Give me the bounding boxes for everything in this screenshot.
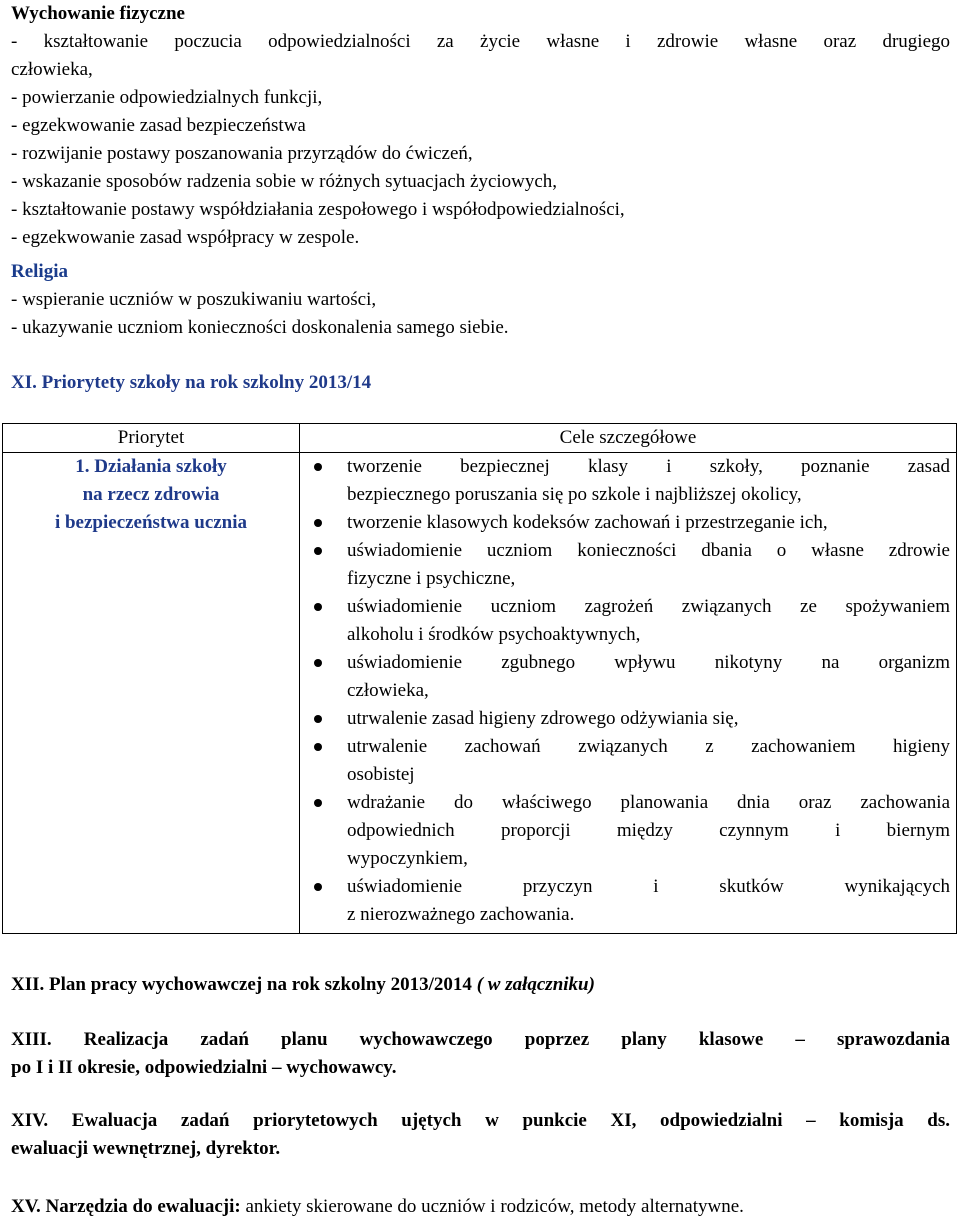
goal-line: z nierozważnego zachowania. <box>347 904 575 925</box>
section-xv <box>11 1193 950 1221</box>
goal-line: tworzenie klasowych kodeksów zachowań i przestrzeganie ich, <box>347 512 828 533</box>
priority-cell <box>3 453 300 934</box>
goal-line: człowieka, <box>347 680 429 701</box>
pe-line: - kształtowanie poczucia odpowiedzialności za życie własne i zdrowie własne oraz drugiego <box>11 31 950 52</box>
priority-line: na rzecz zdrowia <box>82 484 220 505</box>
header-goals: Cele szczegółowe <box>300 424 957 453</box>
religion-line: - ukazywanie uczniom konieczności doskonalenia samego siebie. <box>11 317 509 338</box>
section-xiv <box>11 1107 950 1163</box>
pe-line: - kształtowanie postawy współdziałania zespołowego i współodpowiedzialności, <box>11 199 625 220</box>
section-xii-title: XII. Plan pracy wychowawczej na rok szkolny 2013/2014 <box>11 974 477 995</box>
pe-line: - rozwijanie postawy poszanowania przyrządów do ćwiczeń, <box>11 143 473 164</box>
pe-line: - egzekwowanie zasad współpracy w zespole. <box>11 227 360 248</box>
header-priority: Priorytet <box>3 424 300 453</box>
goal-item <box>300 705 956 733</box>
bullet-icon <box>314 463 322 471</box>
bullet-icon <box>314 519 322 527</box>
goal-text <box>347 733 950 789</box>
goal-line: uświadomienie uczniom zagrożeń związanych ze spożywaniem <box>347 596 950 617</box>
section-xiii-line-1: XIII. Realizacja zadań planu wychowawczego poprzez plany klasowe – sprawozdania <box>11 1029 950 1050</box>
section-xiv-line-2: ewaluacji wewnętrznej, dyrektor. <box>11 1138 281 1159</box>
goal-line: fizyczne i psychiczne, <box>347 568 516 589</box>
goal-item <box>300 649 956 705</box>
goals-list <box>300 453 956 933</box>
pe-section <box>11 0 950 252</box>
section-xv-title: XV. Narzędzia do ewaluacji: <box>11 1196 241 1217</box>
goals-cell <box>300 453 957 934</box>
bullet-icon <box>314 799 322 807</box>
pe-line: - powierzanie odpowiedzialnych funkcji, <box>11 87 323 108</box>
bullet-icon <box>314 883 322 891</box>
goal-line: uświadomienie przyczyn i skutków wynikających <box>347 876 950 897</box>
pe-lines <box>11 28 950 252</box>
priority-line: i bezpieczeństwa ucznia <box>54 512 248 533</box>
bullet-icon <box>314 715 322 723</box>
section-xi-title: XI. Priorytety szkoły na rok szkolny 2013/14 <box>11 372 372 393</box>
table-header-row <box>3 424 957 453</box>
section-xii-note: ( w załączniku) <box>476 974 595 995</box>
bullet-icon <box>314 547 322 555</box>
goal-item <box>300 509 956 537</box>
section-xiii <box>11 1026 950 1082</box>
goal-line: osobistej <box>347 764 415 785</box>
goal-item <box>300 873 956 929</box>
goal-text <box>347 705 950 733</box>
priority-text <box>3 453 299 537</box>
goal-item <box>300 593 956 649</box>
goal-item <box>300 537 956 593</box>
goal-line: tworzenie bezpiecznej klasy i szkoły, poznanie zasad <box>347 456 950 477</box>
section-xiv-line-1: XIV. Ewaluacja zadań priorytetowych ujętych w punkcie XI, odpowiedzialni – komisja ds. <box>11 1110 950 1131</box>
goal-line: alkoholu i środków psychoaktywnych, <box>347 624 641 645</box>
goal-line: uświadomienie zgubnego wpływu nikotyny na organizm <box>347 652 950 673</box>
goal-item <box>300 733 956 789</box>
pe-line: - egzekwowanie zasad bezpieczeństwa <box>11 115 306 136</box>
goal-line: uświadomienie uczniom konieczności dbania o własne zdrowie <box>347 540 950 561</box>
pe-line: - wskazanie sposobów radzenia sobie w różnych sytuacjach życiowych, <box>11 171 558 192</box>
goal-text <box>347 509 950 537</box>
table-row <box>3 453 957 934</box>
goal-text <box>347 593 950 649</box>
goal-line: utrwalenie zachowań związanych z zachowaniem higieny <box>347 736 950 757</box>
religion-lines <box>11 286 950 342</box>
section-xv-text: ankiety skierowane do uczniów i rodziców, metody alternatywne. <box>240 1196 744 1217</box>
priorities-table <box>2 423 957 934</box>
goal-text <box>347 649 950 705</box>
bullet-icon <box>314 603 322 611</box>
goal-line: wypoczynkiem, <box>347 848 468 869</box>
goal-item <box>300 453 956 509</box>
religion-section <box>11 258 950 342</box>
section-xii <box>11 971 950 999</box>
bullet-icon <box>314 743 322 751</box>
goal-line: wdrażanie do właściwego planowania dnia oraz zachowania <box>347 792 950 813</box>
goal-line: bezpiecznego poruszania się po szkole i najbliższej okolicy, <box>347 484 802 505</box>
goal-line: utrwalenie zasad higieny zdrowego odżywiania się, <box>347 708 739 729</box>
priority-line: 1. Działania szkoły <box>75 456 227 477</box>
goal-text <box>347 873 950 929</box>
pe-heading: Wychowanie fizyczne <box>11 3 185 24</box>
section-xiii-line-2: po I i II okresie, odpowiedzialni – wychowawcy. <box>11 1057 397 1078</box>
section-xi <box>11 369 950 397</box>
goal-line: odpowiednich proporcji między czynnym i biernym <box>347 820 950 841</box>
religion-line: - wspieranie uczniów w poszukiwaniu wartości, <box>11 289 377 310</box>
religion-heading: Religia <box>11 261 68 282</box>
bullet-icon <box>314 659 322 667</box>
goal-text <box>347 453 950 509</box>
goal-item <box>300 789 956 873</box>
goal-text <box>347 789 950 873</box>
goal-text <box>347 537 950 593</box>
pe-line: człowieka, <box>11 59 93 80</box>
